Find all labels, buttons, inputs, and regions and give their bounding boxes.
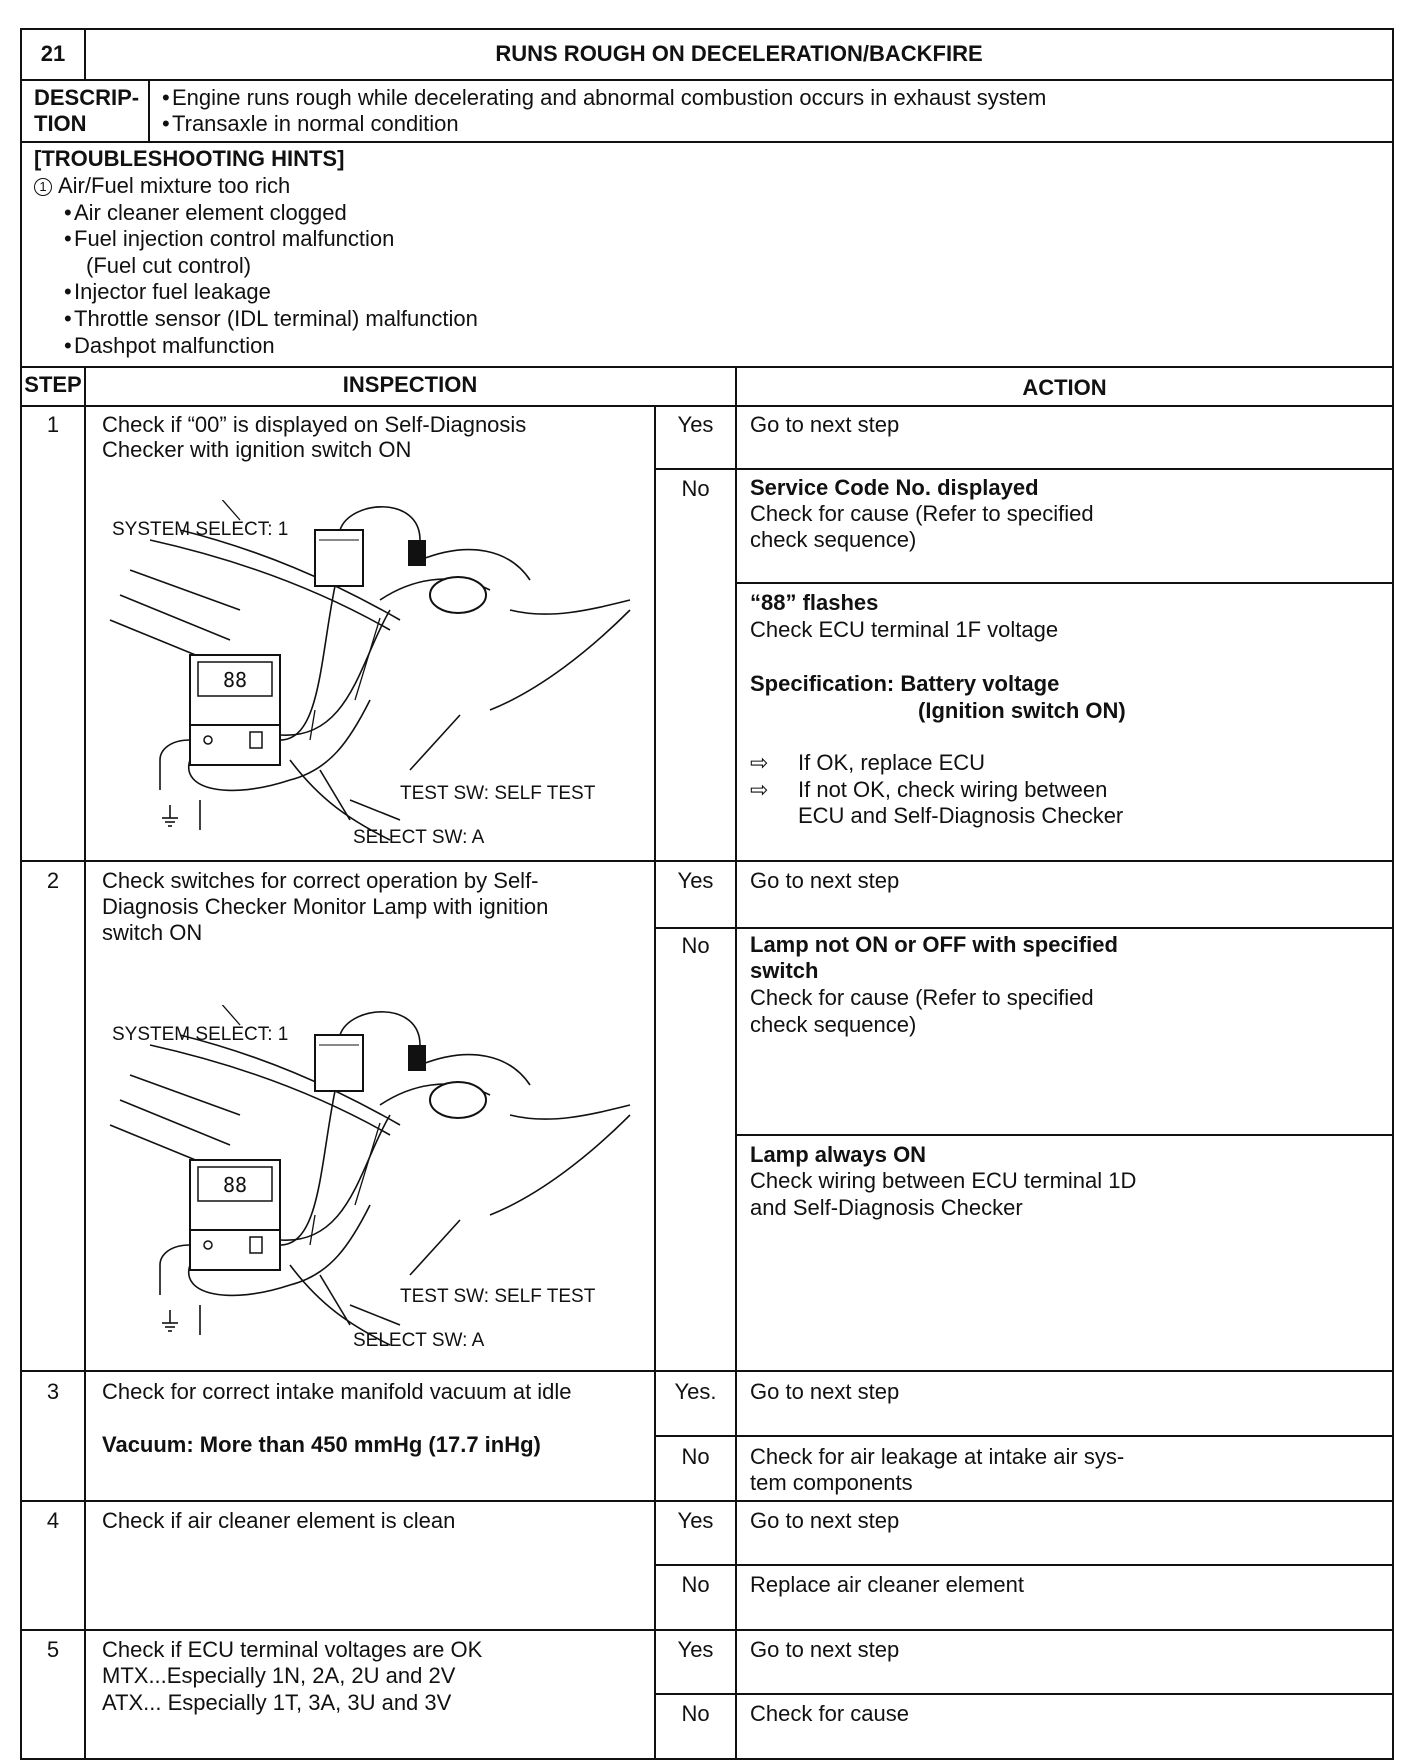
hint-item: • Fuel injection control malfunction: [64, 226, 394, 252]
yes-label: Yes: [677, 412, 714, 437]
step-inspection-line: Checker with ignition switch ON: [102, 437, 412, 462]
hints-title: [TROUBLESHOOTING HINTS]: [34, 146, 345, 171]
yes-label: Yes.: [674, 1379, 717, 1404]
hint-item-sub: (Fuel cut control): [86, 253, 252, 278]
label-test-sw: TEST SW: SELF TEST: [400, 1286, 596, 1307]
action-no-line: check sequence): [750, 1012, 917, 1037]
circled-number: 1: [34, 178, 52, 196]
hint-main: [34, 173, 290, 199]
action-no-line: Check for cause: [750, 1701, 909, 1726]
hint-item: • Dashpot malfunction: [64, 333, 275, 359]
action-yes: Go to next step: [750, 1508, 900, 1533]
step-number: 2: [46, 868, 60, 893]
yes-label: Yes: [677, 868, 714, 893]
checker-display: 88: [222, 1173, 248, 1197]
no-label: No: [681, 1701, 710, 1726]
action-no-line: and Self-Diagnosis Checker: [750, 1195, 1023, 1220]
step-number: 4: [46, 1508, 60, 1533]
no-label: No: [681, 476, 710, 501]
action-no-line: Check wiring between ECU terminal 1D: [750, 1168, 1137, 1193]
label-select-sw: SELECT SW: A: [353, 1330, 485, 1351]
action-no-title: “88” flashes: [750, 590, 879, 615]
action-yes: Go to next step: [750, 1379, 900, 1404]
description-item: • Transaxle in normal condition: [162, 111, 459, 137]
action-no-line: Check for cause (Refer to specified: [750, 985, 1094, 1010]
action-no-line: Check for cause (Refer to specified: [750, 501, 1094, 526]
hint-main-text: Air/Fuel mixture too rich: [58, 173, 291, 198]
action-yes: Go to next step: [750, 412, 900, 437]
step-inspection-line: Check if “00” is displayed on Self-Diagnosis: [102, 412, 527, 437]
yes-label: Yes: [677, 1637, 714, 1662]
step-inspection-line: switch ON: [102, 920, 203, 945]
action-if-ok: If OK, replace ECU: [798, 750, 986, 775]
action-yes: Go to next step: [750, 1637, 900, 1662]
label-select-sw: SELECT SW: A: [353, 827, 485, 848]
step-inspection-line: Check if ECU terminal voltages are OK: [102, 1637, 483, 1662]
step-inspection-line: ATX... Especially 1T, 3A, 3U and 3V: [102, 1690, 452, 1715]
label-system-select: SYSTEM SELECT: 1: [112, 1024, 289, 1045]
action-no-title: Lamp always ON: [750, 1142, 927, 1167]
column-header-inspection: INSPECTION: [342, 372, 478, 397]
step-number: 5: [46, 1637, 60, 1662]
description-label-1: DESCRIP-: [34, 85, 140, 110]
action-no-line: tem components: [750, 1470, 913, 1495]
action-no-title: Service Code No. displayed: [750, 475, 1039, 500]
no-label: No: [681, 1572, 710, 1597]
action-yes: Go to next step: [750, 868, 900, 893]
specification-condition: (Ignition switch ON): [918, 698, 1126, 723]
action-no-line: Check for air leakage at intake air sys-: [750, 1444, 1125, 1469]
hint-item: • Injector fuel leakage: [64, 279, 271, 305]
action-no-title: switch: [750, 958, 819, 983]
step-inspection-line: Check if air cleaner element is clean: [102, 1508, 456, 1533]
yes-label: Yes: [677, 1508, 714, 1533]
step-inspection-line: Check switches for correct operation by Self-: [102, 868, 539, 893]
specification-label: Specification: Battery voltage: [750, 671, 1060, 696]
action-no-line: Check ECU terminal 1F voltage: [750, 617, 1059, 642]
action-no-line: check sequence): [750, 527, 917, 552]
action-no-title: Lamp not ON or OFF with specified: [750, 932, 1118, 957]
arrow-icon: ⇨: [750, 750, 769, 775]
hint-item: • Air cleaner element clogged: [64, 200, 347, 226]
step-number: 1: [46, 412, 60, 437]
step-inspection-line: MTX...Especially 1N, 2A, 2U and 2V: [102, 1663, 456, 1688]
step-inspection-line: Diagnosis Checker Monitor Lamp with ignition: [102, 894, 549, 919]
no-label: No: [681, 933, 710, 958]
no-label: No: [681, 1444, 710, 1469]
step-specification: Vacuum: More than 450 mmHg (17.7 inHg): [102, 1432, 541, 1457]
column-header-step: STEP: [24, 372, 82, 397]
column-header-action: ACTION: [1022, 375, 1107, 400]
action-if-not-ok: If not OK, check wiring between: [798, 777, 1108, 802]
description-label-2: TION: [34, 111, 87, 136]
page-title: RUNS ROUGH ON DECELERATION/BACKFIRE: [495, 41, 983, 66]
action-no-line: Replace air cleaner element: [750, 1572, 1024, 1597]
label-system-select: SYSTEM SELECT: 1: [112, 519, 289, 540]
arrow-icon: ⇨: [750, 777, 769, 802]
section-number: 21: [40, 41, 66, 66]
checker-display: 88: [222, 668, 248, 692]
step-number: 3: [46, 1379, 60, 1404]
action-if-not-ok: ECU and Self-Diagnosis Checker: [798, 803, 1124, 828]
step-inspection-line: Check for correct intake manifold vacuum at idle: [102, 1379, 572, 1404]
label-test-sw: TEST SW: SELF TEST: [400, 783, 596, 804]
description-item: • Engine runs rough while decelerating and abnormal combustion occurs in exhaust system: [162, 85, 1046, 111]
hint-item: • Throttle sensor (IDL terminal) malfunction: [64, 306, 478, 332]
